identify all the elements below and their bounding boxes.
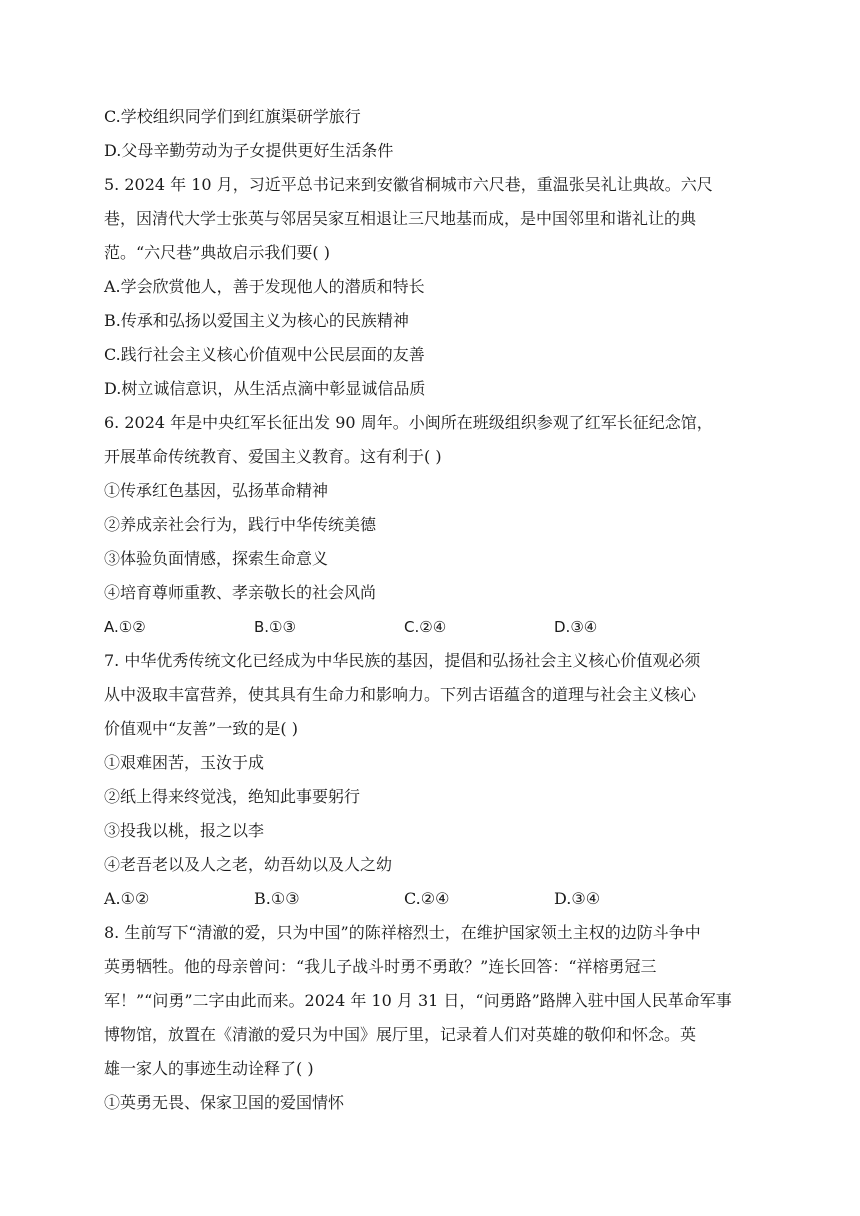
q7-choice-c: C.②④: [404, 889, 450, 908]
q8-stem-line: 8. 生前写下“清澈的爱，只为中国”的陈祥榕烈士，在维护国家领土主权的边防斗争中: [104, 923, 701, 942]
q8-stem-line: 博物馆，放置在《清澈的爱只为中国》展厅里，记录着人们对英雄的敬仰和怀念。英: [104, 1025, 697, 1044]
q6-stem-line: 开展革命传统教育、爱国主义教育。这有利于( ): [104, 447, 442, 466]
q6-item: ①传承红色基因，弘扬革命精神: [104, 481, 329, 500]
q7-choice-d: D.③④: [554, 889, 601, 908]
q6-item: ②养成亲社会行为，践行中华传统美德: [104, 515, 377, 534]
q5-stem-line: 巷，因清代大学士张英与邻居吴家互相退让三尺地基而成，是中国邻里和谐礼让的典: [104, 209, 697, 228]
q6-choice-b: B.①③: [254, 618, 296, 636]
question-5: [104, 168, 764, 406]
q7-stem-line: 从中汲取丰富营养，使其具有生命力和影响力。下列古语蕴含的道理与社会主义核心: [104, 685, 697, 704]
q6-choice-c: C.②④: [404, 618, 447, 636]
q7-item: ②纸上得来终觉浅，绝知此事要躬行: [104, 787, 361, 806]
question-6: [104, 406, 764, 644]
q7-item: ①艰难困苦，玉汝于成: [104, 753, 265, 772]
q6-choice-d: D.③④: [554, 618, 598, 636]
q7-item: ③投我以桃，报之以李: [104, 821, 265, 840]
q8-item: ①英勇无畏、保家卫国的爱国情怀: [104, 1093, 345, 1112]
q7-item: ④老吾老以及人之老，幼吾幼以及人之幼: [104, 855, 393, 874]
q8-stem-line: 雄一家人的事迹生动诠释了( ): [104, 1059, 314, 1078]
q5-option-a: A.学会欣赏他人，善于发现他人的潜质和特长: [104, 277, 425, 296]
q5-option-d: D.树立诚信意识，从生活点滴中彰显诚信品质: [104, 379, 426, 398]
q5-option-b: B.传承和弘扬以爱国主义为核心的民族精神: [104, 311, 409, 330]
q4-option-d: D.父母辛勤劳动为子女提供更好生活条件: [104, 141, 394, 160]
q7-choice-b: B.①③: [254, 889, 300, 908]
q6-stem-line: 6. 2024 年是中央红军长征出发 90 周年。小闽所在班级组织参观了红军长征纪念馆，: [104, 413, 713, 432]
q7-choice-a: A.①②: [104, 889, 150, 908]
q5-stem-line: 范。“六尺巷”典故启示我们要( ): [104, 243, 330, 262]
exam-page: [104, 100, 764, 1120]
q6-choice-a: A.①②: [104, 618, 146, 636]
q6-item: ③体验负面情感，探索生命意义: [104, 549, 329, 568]
q8-stem-line: 英勇牺牲。他的母亲曾问：“我儿子战斗时勇不勇敢？”连长回答：“祥榕勇冠三: [104, 957, 657, 976]
question-8: [104, 916, 764, 1120]
q7-stem-line: 价值观中“友善”一致的是( ): [104, 719, 298, 738]
q5-option-c: C.践行社会主义核心价值观中公民层面的友善: [104, 345, 425, 364]
q6-choices: [104, 610, 764, 644]
q7-stem-line: 7. 中华优秀传统文化已经成为中华民族的基因，提倡和弘扬社会主义核心价值观必须: [104, 651, 701, 670]
q7-choices: [104, 882, 764, 916]
question-7: [104, 644, 764, 916]
q4-option-c: C.学校组织同学们到红旗渠研学旅行: [104, 107, 361, 126]
q5-stem-line: 5. 2024 年 10 月，习近平总书记来到安徽省桐城市六尺巷，重温张吴礼让典故。六尺: [104, 175, 713, 194]
q6-item: ④培育尊师重教、孝亲敬长的社会风尚: [104, 583, 377, 602]
q8-stem-line: 军！”“问勇”二字由此而来。2024 年 10 月 31 日，“问勇路”路牌入驻中国人民革命军事: [104, 991, 732, 1010]
